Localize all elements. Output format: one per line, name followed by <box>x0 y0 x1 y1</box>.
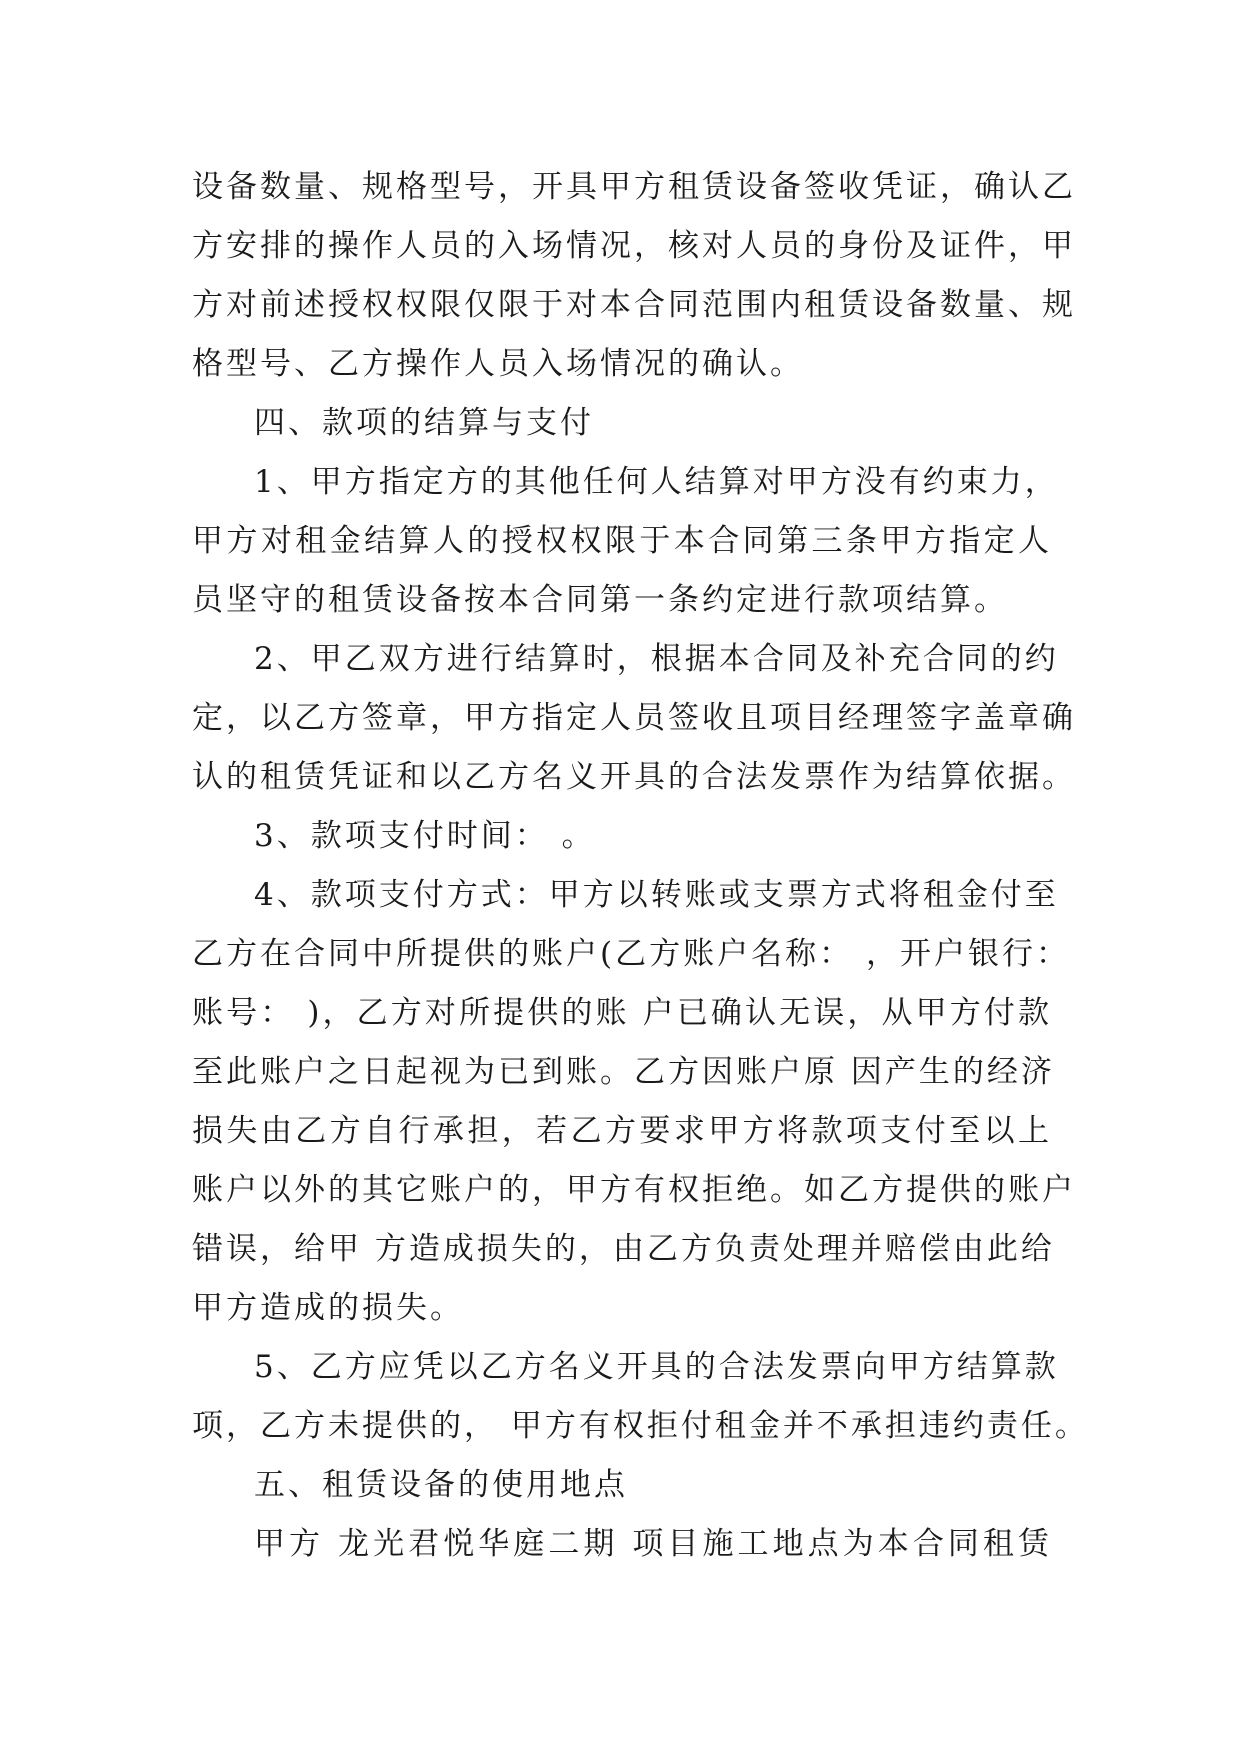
section-heading: 四、款项的结算与支付 <box>254 405 594 441</box>
paragraph-line: 4、款项支付方式：甲方以转账或支票方式将租金付至 <box>254 877 1059 913</box>
paragraph-line: 2、甲乙双方进行结算时，根据本合同及补充合同的约 <box>254 641 1059 677</box>
paragraph-line: 定，以乙方签章，甲方指定人员签收且项目经理签字盖章确 <box>192 700 1076 736</box>
paragraph-line: 甲方 龙光君悦华庭二期 项目施工地点为本合同租赁 <box>254 1526 1052 1562</box>
paragraph-line: 项，乙方未提供的， 甲方有权拒付租金并不承担违约责任。 <box>192 1408 1089 1444</box>
paragraph-line: 认的租赁凭证和以乙方名义开具的合法发票作为结算依据。 <box>192 759 1076 795</box>
paragraph-line: 账号： )，乙方对所提供的账 户已确认无误，从甲方付款 <box>192 995 1052 1031</box>
paragraph-line: 至此账户之日起视为已到账。乙方因账户原 因产生的经济 <box>192 1054 1055 1090</box>
paragraph-line: 甲方对租金结算人的授权权限于本合同第三条甲方指定人 <box>192 523 1052 559</box>
paragraph-line: 员坚守的租赁设备按本合同第一条约定进行款项结算。 <box>192 582 1008 618</box>
paragraph-line: 5、乙方应凭以乙方名义开具的合法发票向甲方结算款 <box>254 1349 1059 1385</box>
paragraph-line: 格型号、乙方操作人员入场情况的确认。 <box>192 346 804 382</box>
paragraph-line: 甲方造成的损失。 <box>192 1290 464 1326</box>
paragraph-line: 方安排的操作人员的入场情况，核对人员的身份及证件，甲 <box>192 228 1076 264</box>
paragraph-line: 乙方在合同中所提供的账户(乙方账户名称： ，开户银行： <box>192 936 1070 972</box>
section-heading: 五、租赁设备的使用地点 <box>254 1467 628 1503</box>
paragraph-line: 账户以外的其它账户的，甲方有权拒绝。如乙方提供的账户 <box>192 1172 1076 1208</box>
paragraph-line: 1、甲方指定方的其他任何人结算对甲方没有约束力， <box>254 464 1059 500</box>
document-body <box>192 158 1089 1574</box>
paragraph-line: 损失由乙方自行承担，若乙方要求甲方将款项支付至以上 <box>192 1113 1052 1149</box>
paragraph-line: 3、款项支付时间： 。 <box>254 818 596 854</box>
paragraph-line: 设备数量、规格型号，开具甲方租赁设备签收凭证，确认乙 <box>192 169 1076 205</box>
paragraph-line: 错误，给甲 方造成损失的，由乙方负责处理并赔偿由此给 <box>192 1231 1055 1267</box>
paragraph-line: 方对前述授权权限仅限于对本合同范围内租赁设备数量、规 <box>192 287 1076 323</box>
